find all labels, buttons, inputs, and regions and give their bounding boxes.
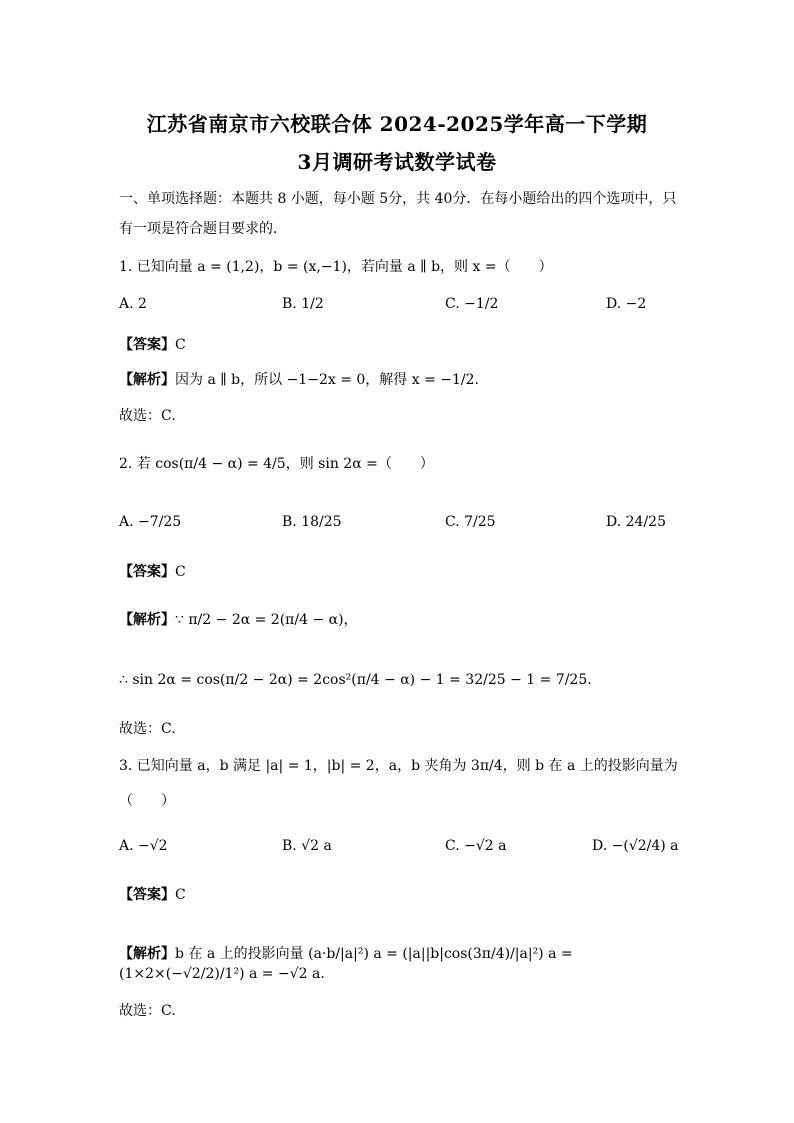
q2-option-d: D. 24/25 — [606, 514, 666, 530]
q3-option-c: C. −√2 a — [445, 838, 507, 854]
q2-stem: 2. 若 cos(π/4 − α) = 4/5，则 sin 2α =（ ） — [119, 456, 434, 472]
section-heading-line2: 有一项是符合题目要求的． — [119, 221, 287, 237]
q3-option-b: B. √2 a — [282, 838, 332, 854]
q3-answer-value: C — [175, 887, 186, 903]
q1-analysis — [119, 369, 479, 389]
q3-answer-tag: 【答案】 — [119, 887, 175, 903]
section-heading-line1: 一、单项选择题：本题共 8 小题，每小题 5分，共 40分．在每小题给出的四个选项中，只 — [119, 191, 677, 207]
q3-answer — [119, 884, 186, 904]
q3-stem-line1: 3. 已知向量 a，b 满足 |a| = 1，|b| = 2，a，b 夹角为 3π/4，则 b 在 a 上的投影向量为 — [119, 758, 678, 774]
q2-analysis-tag: 【解析】 — [119, 612, 175, 628]
q1-option-b: B. 1/2 — [282, 296, 324, 312]
q3-option-d: D. −(√2/4) a — [592, 838, 679, 854]
q2-analysis-text-1: ∵ π/2 − 2α = 2(π/4 − α)， — [175, 612, 358, 628]
q2-answer-value: C — [175, 564, 186, 580]
q3-option-a: A. −√2 — [119, 838, 168, 854]
q1-answer-tag: 【答案】 — [119, 337, 175, 353]
q3-choose: 故选：C. — [119, 1003, 176, 1019]
q1-option-a: A. 2 — [119, 296, 147, 312]
q1-stem: 1. 已知向量 a = (1,2)，b = (x,−1)，若向量 a ∥ b，则 x =（ ） — [119, 259, 553, 275]
q1-answer-value: C — [175, 337, 186, 353]
q2-answer-tag: 【答案】 — [119, 564, 175, 580]
q1-choose: 故选：C. — [119, 408, 176, 424]
q1-answer — [119, 334, 186, 354]
q2-answer — [119, 561, 186, 581]
q2-option-c: C. 7/25 — [445, 514, 496, 530]
q1-analysis-text: 因为 a ∥ b，所以 −1−2x = 0，解得 x = −1/2. — [175, 372, 479, 388]
q2-analysis-line1 — [119, 609, 358, 629]
q2-analysis-line2: ∴ sin 2α = cos(π/2 − 2α) = 2cos²(π/4 − α) − 1 = 32/25 − 1 = 7/25. — [119, 672, 592, 688]
q3-analysis-text: b 在 a 上的投影向量 (a·b/|a|²) a = (|a||b|cos(3π/4)/|a|²) a = (1×2×(−√2/2)/1²) a = −√2 a. — [119, 946, 573, 982]
q2-option-a: A. −7/25 — [119, 514, 182, 530]
q1-option-d: D. −2 — [606, 296, 647, 312]
q3-stem-line2: （ ） — [119, 793, 175, 809]
exam-title-line2: 3月调研考试数学试卷 — [297, 150, 497, 174]
q1-option-c: C. −1/2 — [445, 296, 499, 312]
exam-title-line1: 江苏省南京市六校联合体 2024-2025学年高一下学期 — [146, 112, 648, 136]
q1-analysis-tag: 【解析】 — [119, 372, 175, 388]
q2-choose: 故选：C. — [119, 721, 176, 737]
q3-analysis-tag: 【解析】 — [119, 946, 175, 962]
q2-option-b: B. 18/25 — [282, 514, 342, 530]
q3-analysis — [119, 944, 679, 984]
